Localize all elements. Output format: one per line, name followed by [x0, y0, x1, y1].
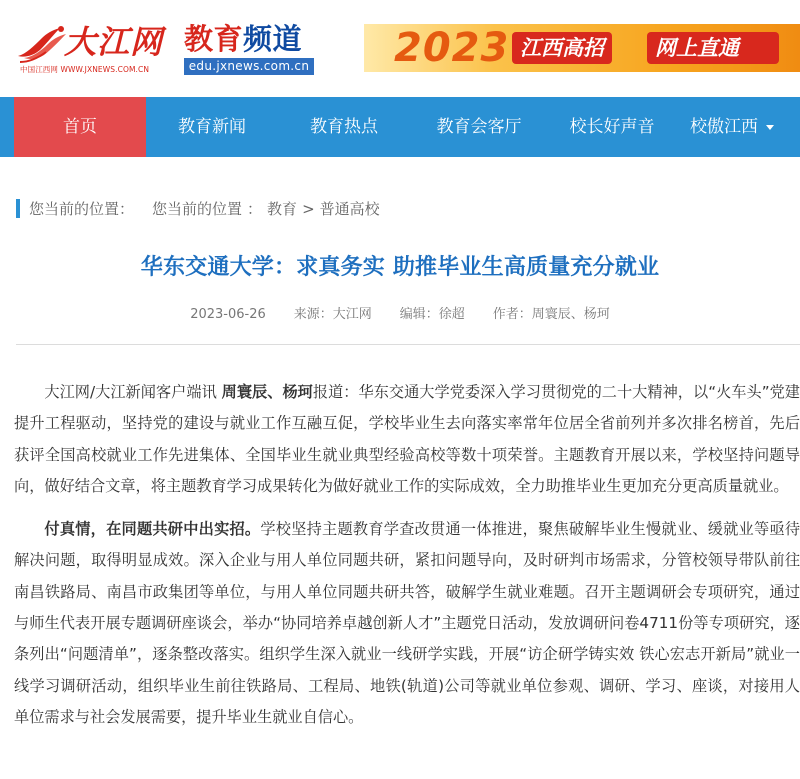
article-body	[14, 377, 800, 733]
site-header	[0, 0, 800, 97]
divider	[16, 344, 800, 345]
nav-item-education-hot[interactable]: 教育热点	[310, 117, 378, 137]
section-heading: 付真情，在同题共研中出实招。	[44, 520, 261, 539]
breadcrumb-label: 您当前的位置：	[29, 200, 135, 218]
article-meta	[0, 305, 800, 325]
gaokao-banner[interactable]	[364, 24, 800, 72]
article-date: 2023-06-26	[190, 307, 266, 322]
paragraph-prefix: 大江网/大江新闻客户端讯	[44, 383, 222, 401]
nav-item-education-guest[interactable]: 教育会客厅	[436, 117, 522, 137]
breadcrumb-text	[29, 198, 380, 220]
main-nav	[0, 97, 800, 157]
paragraph-text: 报道：华东交通大学党委深入学习贯彻党的二十大精神，以“火车头”党建提升工程驱动，坚持党的建设与就业工作互融互促，学校毕业生去向落实率常年位居全省前列并多次排名榜首，先后获评全国高校就业工作先进集体、全国毕业生就业典型经验高校等数十项荣誉。主题教育开展以来，学校坚持问题导向，做好结合文章，将主题教育学习成果转化为做好就业工作的实际成效，全力助推毕业生更加充分更高质量就业。	[14, 383, 800, 495]
bird-logo-icon	[16, 24, 68, 64]
article-title: 华东交通大学：求真务实 助推毕业生高质量充分就业	[140, 255, 660, 280]
channel-title-part2: 频道	[243, 22, 303, 56]
nav-item-school-jiangxi[interactable]	[664, 97, 800, 157]
logo-text: 大江网	[64, 23, 164, 61]
channel-title	[184, 20, 318, 58]
article-author: 作者：周寰辰、杨珂	[492, 307, 610, 322]
article-paragraph-1	[14, 377, 800, 502]
nav-item-principal-voice[interactable]: 校长好声音	[569, 117, 655, 137]
reporter-names: 周寰辰、杨珂	[221, 383, 313, 401]
nav-item-home[interactable]: 首页	[14, 97, 146, 157]
article-editor: 编辑：徐超	[399, 307, 465, 322]
nav-item-education-news[interactable]: 教育新闻	[178, 117, 246, 137]
breadcrumb-label-2: 您当前的位置	[152, 200, 243, 218]
breadcrumb-separator: >	[302, 200, 315, 218]
channel-url: edu.jxnews.com.cn	[184, 58, 314, 75]
banner-pill-gaozhao: 江西高招	[512, 32, 612, 64]
article-source: 来源：大江网	[293, 307, 372, 322]
channel-title-part1: 教育	[184, 22, 244, 56]
logo-subtext: 中国江西网 WWW.JXNEWS.COM.CN	[20, 65, 150, 74]
breadcrumb-colon: ：	[247, 200, 263, 218]
breadcrumb-accent-bar	[16, 199, 20, 218]
chevron-down-icon	[766, 125, 774, 130]
site-logo[interactable]	[16, 22, 172, 74]
paragraph-text: 学校坚持主题教育学查改贯通一体推进，聚焦破解毕业生慢就业、缓就业等亟待解决问题，取得明显成效。深入企业与用人单位同题共研，紧扣问题导向，及时研判市场需求，分管校领导带队前往南昌铁路局、南昌市政集团等单位，与用人单位同题共研共答，破解学生就业难题。召开主题调研会专项研究，通过与师生代表开展专题调研座谈会，举办“协同培养卓越创新人才”主题党日活动，发放调研问卷4711份等专项研究，逐条列出“问题清单”，逐条整改落实。组织学生深入就业一线研学实践，开展“访企研学铸实效 铁心宏志开新局”就业一线学习调研活动，组织毕业生前往铁路局、工程局、地铁(轨道)公司等就业单位参观、调研、学习、座谈，对接用人单位需求与社会发展需要，提升毕业生就业自信心。	[14, 520, 800, 726]
channel-brand[interactable]	[184, 20, 318, 76]
breadcrumb-link-education[interactable]: 教育	[267, 200, 298, 218]
banner-year: 2023	[394, 25, 510, 71]
breadcrumb-link-universities[interactable]: 普通高校	[319, 200, 380, 218]
article-paragraph-2	[14, 514, 800, 733]
banner-pill-online: 网上直通	[647, 32, 779, 64]
nav-item-label: 校傲江西	[690, 117, 758, 137]
